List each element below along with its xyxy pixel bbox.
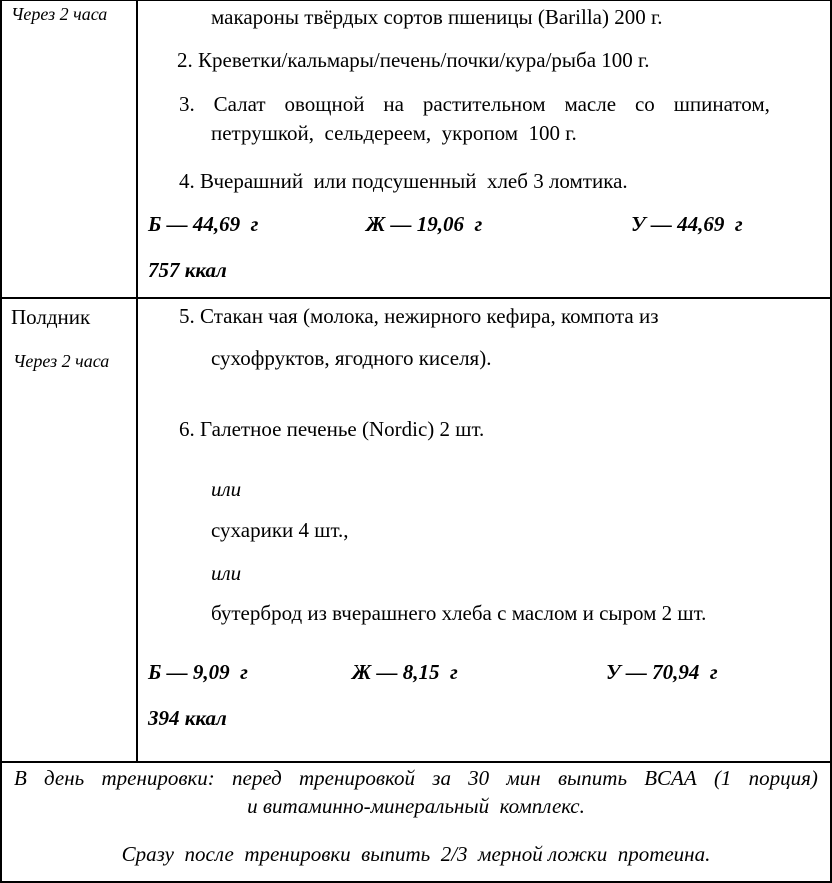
word: 3.: [179, 92, 195, 116]
row1-item2: 2. Креветки/кальмары/печень/почки/кура/рыба 100 г.: [177, 48, 650, 72]
word: В: [14, 766, 27, 790]
footer-line2: и витаминно-минеральный комплекс.: [247, 794, 585, 818]
word: перед: [232, 766, 282, 790]
word: на: [383, 92, 404, 116]
word: BCAA: [644, 766, 697, 790]
row1-item4: 4. Вчерашний или подсушенный хлеб 3 ломтика.: [179, 169, 628, 193]
row2-item6: 6. Галетное печенье (Nordic) 2 шт.: [179, 417, 485, 441]
word: шпинатом,: [673, 92, 770, 116]
word: (1: [713, 766, 732, 790]
row2-rusks: сухарики 4 шт.,: [211, 518, 349, 542]
row1-carbs: У — 44,69 г: [631, 212, 743, 236]
row1-item3-line2: петрушкой, сельдереем, укропом 100 г.: [211, 121, 577, 145]
word: Салат: [213, 92, 266, 116]
footer-line3: Сразу после тренировки выпить 2/3 мерной ложки протеина.: [121, 842, 711, 866]
row1-item1-continued: макароны твёрдых сортов пшеницы (Barilla) 200 г.: [211, 5, 663, 29]
row1-item3-line1: [179, 92, 770, 116]
row-divider-2: [0, 761, 832, 763]
word: тренировкой: [298, 766, 416, 790]
word: масле: [564, 92, 617, 116]
word: 30: [468, 766, 490, 790]
word: растительном: [422, 92, 546, 116]
row2-item5-line2: сухофруктов, ягодного киселя).: [211, 346, 492, 370]
row2-or-2: или: [211, 561, 242, 585]
row2-sandwich: бутерброд из вчерашнего хлеба с маслом и сыром 2 шт.: [211, 601, 707, 625]
word: со: [634, 92, 655, 116]
word: овощной: [284, 92, 365, 116]
word: выпить: [557, 766, 627, 790]
row2-kcal: 394 ккал: [148, 706, 227, 730]
row2-item5-line1: 5. Стакан чая (молока, нежирного кефира, компота из: [179, 304, 659, 328]
footer-line1: [14, 766, 818, 790]
row2-protein: Б — 9,09 г: [148, 660, 248, 684]
word: день: [44, 766, 85, 790]
row1-kcal: 757 ккал: [148, 258, 227, 282]
row2-time-label: Через 2 часа: [13, 351, 110, 371]
table-border-left: [0, 0, 2, 883]
word: тренировки:: [101, 766, 215, 790]
row2-carbs: У — 70,94 г: [606, 660, 718, 684]
row-divider-1: [0, 297, 832, 299]
row1-protein: Б — 44,69 г: [148, 212, 259, 236]
row2-or-1: или: [211, 477, 242, 501]
row1-fat: Ж — 19,06 г: [366, 212, 483, 236]
word: за: [432, 766, 451, 790]
column-divider: [136, 0, 138, 762]
word: порция): [748, 766, 818, 790]
row2-fat: Ж — 8,15 г: [352, 660, 458, 684]
row1-time-label: Через 2 часа: [11, 4, 108, 24]
word: мин: [506, 766, 541, 790]
row2-meal-name: Полдник: [11, 305, 91, 329]
table-border-top: [0, 0, 832, 1]
